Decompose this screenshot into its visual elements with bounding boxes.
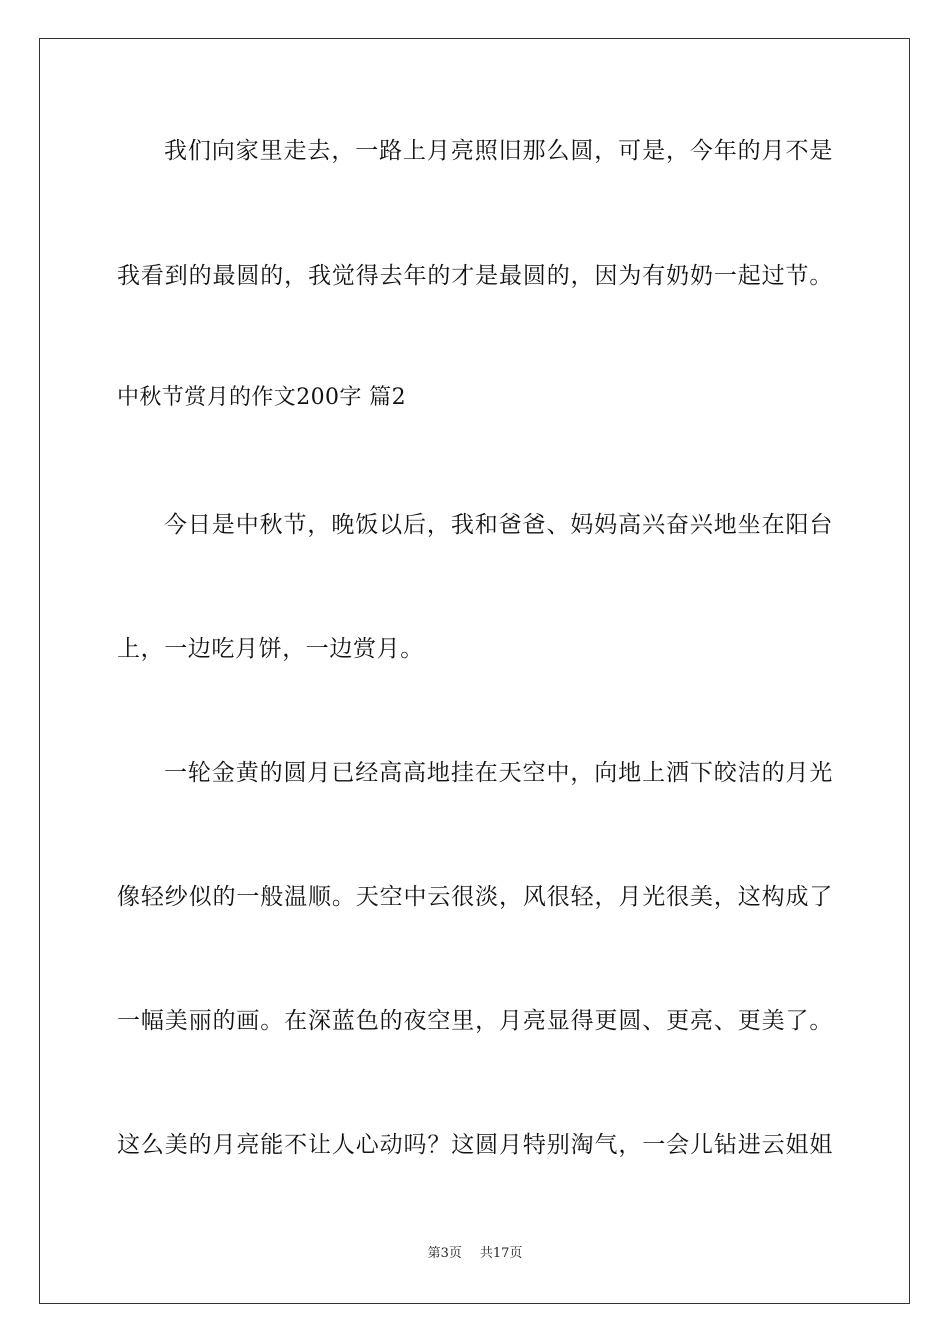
page-footer <box>0 1245 950 1263</box>
total-pages-label: 共17页 <box>479 1246 523 1261</box>
page-border <box>39 38 910 1304</box>
paragraph-line: 像轻纱似的一般温顺。天空中云很淡，风很轻，月光很美，这构成了 <box>117 884 833 910</box>
paragraph-line: 一幅美丽的画。在深蓝色的夜空里，月亮显得更圆、更亮、更美了。 <box>117 1008 833 1034</box>
paragraph-line: 一轮金黄的圆月已经高高地挂在天空中，向地上洒下皎洁的月光 <box>164 760 833 786</box>
paragraph-line: 我看到的最圆的，我觉得去年的才是最圆的，因为有奶奶一起过节。 <box>117 263 833 289</box>
paragraph-line: 这么美的月亮能不让人心动吗？这圆月特别淘气，一会儿钻进云姐姐 <box>117 1132 833 1158</box>
current-page-label: 第3页 <box>427 1246 462 1261</box>
paragraph-line: 今日是中秋节，晚饭以后，我和爸爸、妈妈高兴奋兴地坐在阳台 <box>164 512 833 538</box>
paragraph-line: 我们向家里走去，一路上月亮照旧那么圆，可是，今年的月不是 <box>164 138 833 164</box>
section-heading: 中秋节赏月的作文200字 篇2 <box>117 385 406 410</box>
paragraph-line: 上，一边吃月饼，一边赏月。 <box>117 636 424 662</box>
